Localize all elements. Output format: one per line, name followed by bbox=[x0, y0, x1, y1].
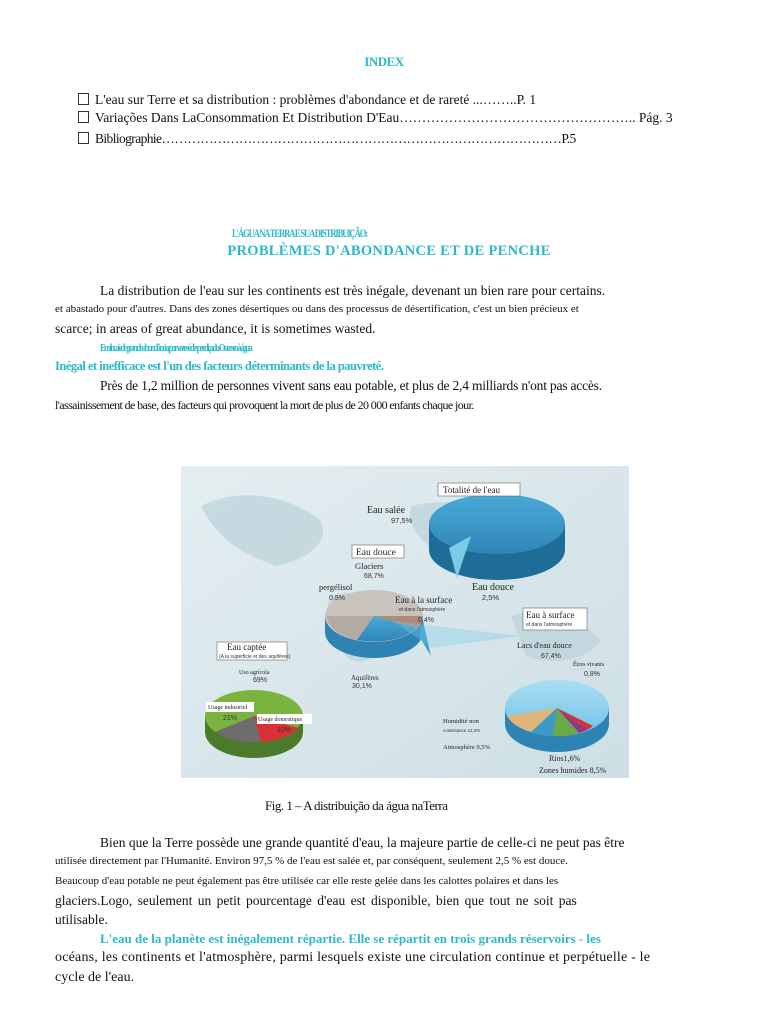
chart2-value: 68,7% bbox=[364, 573, 384, 580]
chart3-subtitle: (A la superficie et des aquifères) bbox=[219, 654, 291, 660]
chart4-label: Zones humides 8,5% bbox=[539, 766, 607, 775]
chart3-label: Usage domestique bbox=[258, 717, 303, 723]
checkbox-icon bbox=[78, 132, 89, 144]
paragraph-line: glaciers.Logo, seulement un petit pourcentage d'eau est disponible, bien que tout ne soit pas bbox=[55, 893, 577, 908]
chart4-label: Êtres vivants bbox=[573, 662, 605, 668]
chart1-value: 97,5% bbox=[391, 516, 413, 525]
chart1-title: Totalité de l'eau bbox=[443, 485, 500, 495]
chart1-label: Eau douce bbox=[472, 582, 514, 593]
checkbox-icon bbox=[78, 111, 89, 123]
toc-item bbox=[78, 110, 673, 126]
paragraph-line: scarce; in areas of great abundance, it is sometimes wasted. bbox=[55, 321, 376, 336]
section-title-line1: L'ÁGUA NA TERRA E SUA DISTRIBUIÇÃO: bbox=[232, 226, 368, 240]
chart2-label: pergélisol bbox=[319, 582, 353, 592]
chart4-value: 67,4% bbox=[541, 653, 561, 660]
chart2-label: Aquifères bbox=[351, 674, 379, 682]
chart4-sublabel: contenance 12,2% bbox=[443, 728, 481, 733]
paragraph-line: Beaucoup d'eau potable ne peut également pas être utilisée car elle reste gelée dans les calottes polaires et dans les bbox=[55, 875, 559, 887]
chart3-value: 69% bbox=[253, 677, 268, 684]
chart2-value: 30,1% bbox=[352, 683, 372, 690]
chart3-label: Usage industriel bbox=[208, 705, 248, 711]
water-distribution-figure bbox=[181, 466, 629, 778]
chart2-label: Eau à la surface bbox=[395, 595, 453, 605]
chart4-label: Lacs d'eau douce bbox=[517, 641, 572, 650]
figure-caption: Fig. 1 – A distribuição da água naTerra bbox=[265, 798, 448, 813]
chart2-label: Glaciers bbox=[355, 561, 384, 571]
toc-item-label: Variações Dans LaConsommation Et Distribution D'Eau…………………………………………….. Pág. 3 bbox=[95, 110, 673, 125]
toc-item bbox=[78, 92, 536, 108]
index-title: INDEX bbox=[364, 54, 404, 69]
chart4-subtitle: et dans l'atmosphère bbox=[526, 622, 573, 628]
chart4-label: Rios1,6% bbox=[549, 754, 581, 763]
highlight-line: Em locais de grande abundância, por vezes é desperdiçado. O acesso à água bbox=[100, 342, 252, 354]
chart4-label: Humidité non bbox=[443, 718, 479, 725]
chart3-title: Eau captée bbox=[227, 642, 267, 652]
chart3-value: 10% bbox=[277, 727, 292, 734]
chart2-value: 0,4% bbox=[418, 617, 434, 624]
section-title-line2: PROBLÈMES D'ABONDANCE ET DE PENCHE bbox=[227, 243, 551, 259]
paragraph-line: cycle de l'eau. bbox=[55, 970, 135, 985]
paragraph-line: utilisable. bbox=[55, 912, 108, 927]
paragraph-line: utilisée directement par l'Humanité. Environ 97,5 % de l'eau est salée et, par conséquent, seulement 2,5 % est douce. bbox=[55, 855, 568, 867]
chart1-label: Eau salée bbox=[367, 505, 406, 516]
paragraph-line: et abastado pour d'autres. Dans des zones désertiques ou dans des processus de désertification, c'est un bien précieux et bbox=[55, 303, 579, 315]
checkbox-icon bbox=[78, 93, 89, 105]
highlight-line: Inégal et inefficace est l'un des facteurs déterminants de la pauvreté. bbox=[55, 359, 384, 373]
chart2-sublabel: et dans l'atmosphère bbox=[399, 607, 446, 613]
chart4-title: Eau à surface bbox=[526, 610, 575, 620]
chart2-value: 0,8% bbox=[329, 595, 345, 602]
paragraph-line: l'assainissement de base, des facteurs qui provoquent la mort de plus de 20 000 enfants chaque jour. bbox=[55, 398, 474, 412]
paragraph-line: Près de 1,2 million de personnes vivent sans eau potable, et plus de 2,4 milliards n'ont pas accès. bbox=[100, 378, 602, 393]
chart1-value: 2,5% bbox=[482, 593, 500, 602]
paragraph-line: La distribution de l'eau sur les continents est très inégale, devenant un bien rare pour certains. bbox=[100, 283, 606, 298]
toc-item bbox=[78, 131, 576, 147]
toc-item-label: L'eau sur Terre et sa distribution : problèmes d'abondance et de rareté ...……..P. 1 bbox=[95, 92, 537, 107]
paragraph-line: Bien que la Terre possède une grande quantité d'eau, la majeure partie de celle-ci ne peut pas être bbox=[100, 835, 625, 850]
chart4-label: Atmosphère 9,5% bbox=[443, 744, 490, 751]
paragraph-line: océans, les continents et l'atmosphère, parmi lesquels existe une circulation continue et perpétuelle - le bbox=[55, 950, 651, 965]
toc-item-label: Bibliographie…………………………………………………………………………………P.5 bbox=[95, 131, 576, 146]
highlight-line: L'eau de la planète est inégalement répartie. Elle se répartit en trois grands réservoirs - les bbox=[100, 931, 601, 946]
chart3-label: Uso agrícola bbox=[239, 670, 270, 676]
chart4-value: 0,8% bbox=[584, 671, 600, 678]
chart2-title: Eau douce bbox=[356, 548, 396, 558]
chart3-value: 21% bbox=[223, 715, 238, 722]
